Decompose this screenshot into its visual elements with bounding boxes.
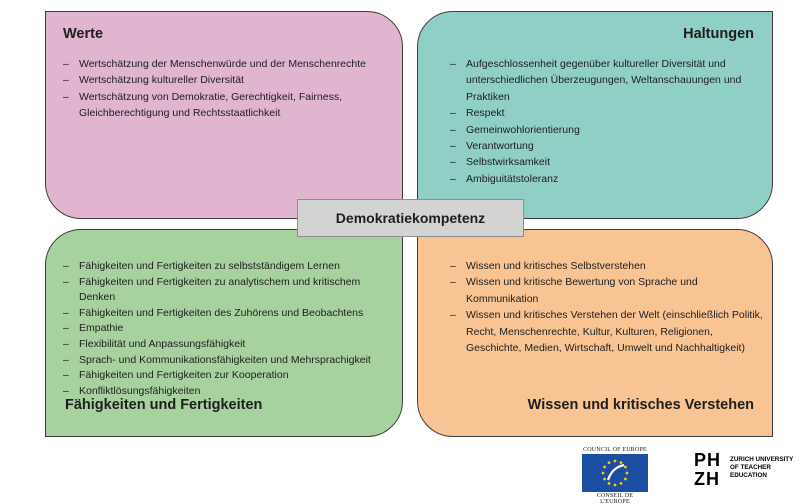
- list-item: – Fähigkeiten und Fertigkeiten des Zuhörens und Beobachtens: [63, 306, 398, 322]
- list-item: – Empathie: [63, 321, 398, 337]
- list-item: – Respekt: [450, 105, 768, 121]
- coe-flag-icon: [582, 454, 648, 492]
- coe-bottom-text: CONSEIL DE L'EUROPE: [596, 493, 634, 504]
- list-item: – Selbstwirksamkeit: [450, 154, 768, 170]
- list-item: – Fähigkeiten und Fertigkeiten zu analytischem und kritischem Denken: [63, 275, 398, 306]
- center-label-box: [297, 199, 524, 237]
- list-item: – Ambiguitätstoleranz: [450, 171, 768, 187]
- list-item: – Wertschätzung von Demokratie, Gerechtigkeit, Fairness, Gleichberechtigung und Rechtsstaatlichkeit: [63, 89, 393, 122]
- list-item: – Wertschätzung der Menschenwürde und der Menschenrechte: [63, 56, 393, 72]
- quadrant-knowledge-list: [450, 258, 768, 356]
- list-item: – Gemeinwohlorientierung: [450, 122, 768, 138]
- list-item: – Wissen und kritisches Selbstverstehen: [450, 258, 768, 274]
- list-item: – Sprach- und Kommunikationsfähigkeiten und Mehrsprachigkeit: [63, 353, 398, 369]
- phzh-mark: PH ZH: [694, 450, 722, 489]
- list-item: – Fähigkeiten und Fertigkeiten zu selbstständigem Lernen: [63, 259, 398, 275]
- list-item: – Flexibilität und Anpassungsfähigkeit: [63, 337, 398, 353]
- phzh-logo: [694, 451, 806, 499]
- list-item: – Wissen und kritisches Verstehen der Welt (einschließlich Politik, Recht, Menschenrechte, Kultur, Kulturen, Religionen, Geschichte, Medien, Wirtschaft, Umwelt und Nachhaltigkeit): [450, 307, 768, 356]
- list-item: – Konfliktlösungsfähigkeiten: [63, 384, 398, 400]
- quadrant-skills-list: [63, 259, 398, 399]
- list-item: – Verantwortung: [450, 138, 768, 154]
- list-item: – Aufgeschlossenheit gegenüber kultureller Diversität und unterschiedlichen Überzeugungen, Weltanschauungen und Praktiken: [450, 56, 768, 105]
- quadrant-values: [45, 11, 403, 219]
- quadrant-values-title: Werte: [63, 26, 104, 42]
- list-item: – Wissen und kritische Bewertung von Sprache und Kommunikation: [450, 274, 768, 307]
- quadrant-skills-title: Fähigkeiten und Fertigkeiten: [65, 397, 263, 413]
- quadrant-attitudes: [417, 11, 773, 219]
- quadrant-attitudes-list: [450, 56, 768, 187]
- list-item: – Fähigkeiten und Fertigkeiten zur Kooperation: [63, 368, 398, 384]
- phzh-name: ZURICH UNIVERSITY OF TEACHER EDUCATION: [730, 456, 794, 479]
- coe-top-text: COUNCIL OF EUROPE: [583, 447, 647, 453]
- center-label: Demokratiekompetenz: [335, 210, 486, 226]
- quadrant-knowledge: [417, 229, 773, 437]
- council-of-europe-logo: [582, 447, 648, 504]
- quadrant-knowledge-title: Wissen und kritisches Verstehen: [527, 397, 754, 413]
- quadrant-attitudes-title: Haltungen: [683, 26, 754, 42]
- quadrant-skills: [45, 229, 403, 437]
- list-item: – Wertschätzung kultureller Diversität: [63, 72, 393, 88]
- quadrant-values-list: [63, 56, 393, 122]
